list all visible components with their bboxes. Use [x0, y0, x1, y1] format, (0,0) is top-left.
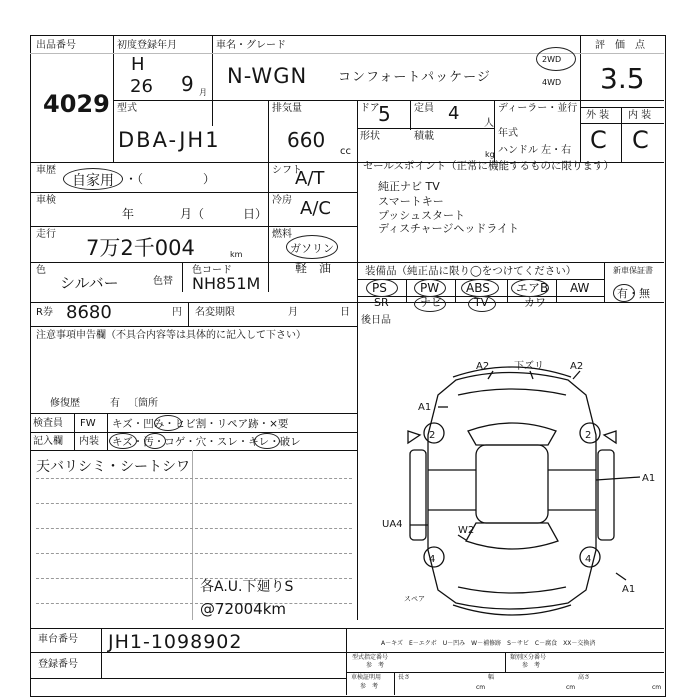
score-int-label: 内 装 [628, 110, 652, 121]
score-int: C [632, 126, 649, 154]
lot-number: 4029 [43, 90, 110, 118]
equipment-sr: SR [374, 296, 389, 309]
diagram-mark-a1-front: A1 [418, 402, 432, 413]
inspector-dent-circle [154, 415, 182, 431]
type-label: 型式 [117, 103, 137, 114]
after-parts-label: 後日品 [361, 315, 391, 326]
inspection-month: 月（ [180, 207, 205, 221]
chassis-value: JH1-1098902 [108, 631, 243, 653]
mileage-unit: km [230, 250, 243, 259]
equipment-pw: PW [420, 281, 440, 295]
fuel-gas: ガソリン [290, 242, 334, 255]
color-label: 色 [36, 265, 46, 276]
recycle-unit: 円 [172, 307, 182, 318]
equipment-abs: ABS [466, 281, 490, 295]
inspector-wear-circle [254, 433, 280, 449]
shape-label: 形状 [360, 131, 380, 142]
equipment-airbag-circle [511, 279, 549, 297]
diagram-spare: スペア [404, 595, 425, 603]
warranty-circle [613, 284, 635, 302]
cert-label: 車検証明用 [351, 674, 382, 681]
handwritten-note-3: @72004km [200, 600, 287, 618]
diagram-mark-2-left: 2 [429, 430, 436, 441]
score-label: 評 価 点 [595, 40, 645, 51]
diagram-mark-4-left: 4 [429, 554, 436, 565]
width-unit: cm [566, 684, 576, 691]
model-grade: コンフォートパッケージ [338, 70, 491, 85]
equipment-airbag: エアB [516, 281, 549, 295]
type-value: DBA-JH1 [118, 128, 221, 152]
name-change-day: 日 [340, 307, 350, 318]
repair-label: 修復歴 [50, 398, 80, 409]
diagram-mark-scrape: 下ズリ [514, 361, 544, 372]
capacity-unit: 人 [484, 118, 494, 129]
inspection-label: 車検 [36, 195, 56, 206]
first-reg-month-unit: 月 [199, 88, 207, 97]
color-value: シルバー [60, 274, 119, 292]
diagram-mark-2-right: 2 [585, 430, 592, 441]
usage-value: 自家用 [72, 173, 114, 189]
equipment-ps-circle [366, 279, 398, 297]
ac-label: 冷房 [272, 195, 292, 206]
recycle-value: 8680 [66, 302, 112, 323]
displacement-label: 排気量 [272, 103, 302, 114]
diagram-mark-4-right: 4 [585, 554, 592, 565]
capacity-value: 4 [448, 103, 460, 124]
displacement-value: 660 [287, 128, 326, 152]
mileage-label: 走行 [36, 229, 56, 240]
diagram-mark-a2-left: A2 [476, 361, 490, 372]
registration-label: 登録番号 [38, 659, 78, 670]
diagram-mark-a2-right: A2 [570, 361, 584, 372]
inspector-scratch-circle [109, 433, 137, 449]
width-label: 幅 [488, 674, 495, 681]
model-label: 車名・グレード [216, 40, 286, 51]
score-ext: C [590, 126, 607, 154]
car-diagram [358, 335, 664, 625]
equipment-ps: PS [372, 281, 387, 295]
color-code: NH851M [192, 274, 261, 293]
diagram-mark-a1-side: A1 [642, 473, 656, 484]
doors-label: ドア [360, 103, 380, 114]
fuel-label: 燃料 [272, 229, 292, 240]
usage-rest: ・（ ） [125, 172, 216, 186]
equipment-tv-circle [468, 296, 496, 312]
inspector-label-2: 記入欄 [33, 436, 63, 447]
sales-point-label: セールスポイント（正常に機能するものに限ります） [363, 160, 615, 172]
recycle-label: R券 [36, 307, 53, 318]
equipment-tv: TV [474, 296, 489, 309]
color-code-label: 色コード [192, 265, 232, 276]
sales-point-item-4: ディスチャージヘッドライト [378, 222, 520, 235]
sales-point-item-3: プッシュスタート [378, 209, 466, 222]
equipment-aw: AW [570, 281, 590, 295]
inspector-row-1: キズ・凹み・ヒビ割・リペア跡・×要 [112, 418, 289, 430]
height-label: 高さ [578, 674, 591, 681]
inspector-row-2: キズ・汚・コゲ・穴・スレ・キレ・破レ [112, 436, 301, 448]
height-unit: cm [652, 684, 662, 691]
doors-value: 5 [378, 102, 391, 126]
sales-point-item-2: スマートキー [378, 195, 444, 208]
warranty-label: 新車保証書 [613, 266, 653, 275]
length-label: 長さ [398, 674, 411, 681]
handwritten-note-1: 天バリシミ・シートシワ [36, 459, 190, 475]
load-unit: kg [485, 150, 495, 159]
inspector-fw: FW [80, 418, 96, 429]
diagram-mark-w2: W2 [458, 525, 475, 536]
sales-point-item-1: 純正ナビ TV [378, 180, 440, 193]
inspector-label-1: 検査員 [33, 418, 63, 429]
diagram-mark-ua4: UA4 [382, 519, 403, 530]
warranty-options: 有・無 [617, 287, 650, 300]
category-ref: 参 考 [522, 662, 541, 669]
score-value: 3.5 [600, 62, 645, 95]
name-change-month: 月 [288, 307, 298, 318]
displacement-unit: cc [340, 146, 351, 157]
fuel-diesel: 軽 油 [295, 261, 332, 275]
lot-label: 出品番号 [36, 40, 76, 51]
equipment-abs-circle [461, 279, 499, 297]
repair-value: 有 [110, 398, 120, 409]
handle-label: ハンドル 左・右 [498, 145, 572, 156]
ac-value: A/C [300, 198, 331, 219]
inspection-year: 年 [122, 207, 135, 221]
inspector-interior: 内装 [79, 436, 99, 447]
inspector-dirt-circle [144, 433, 166, 449]
drive-2wd: 2WD [542, 55, 562, 64]
mileage-value: 7万2千004 [86, 236, 195, 260]
first-reg-era: H [131, 54, 145, 75]
diagram-legend: A－キズ E－エクボ U－凹み W－補修跡 S－サビ C－腐食 XX－交換済 [381, 640, 596, 647]
diagram-mark-a1-rear: A1 [622, 584, 636, 595]
color-change-label: 色替 [153, 276, 173, 287]
model-name: N-WGN [227, 64, 308, 88]
load-label: 積載 [414, 131, 434, 142]
handwritten-note-2: 各A.U.下廻りS [200, 579, 294, 595]
drive-4wd: 4WD [542, 78, 562, 87]
equipment-navi-circle [414, 296, 446, 312]
shift-value: A/T [295, 168, 325, 189]
inspection-day: 日） [243, 207, 268, 221]
type-designation-label: 型式指定番号 [352, 654, 389, 661]
shift-label: シフト [272, 165, 302, 176]
first-reg-label: 初度登録年月 [117, 40, 177, 51]
usage-label: 車歴 [36, 165, 56, 176]
capacity-label: 定員 [414, 103, 434, 114]
first-reg-month: 9 [181, 72, 194, 96]
cert-ref: 参 考 [360, 683, 379, 690]
repair-place: 〔箇所 [128, 398, 158, 409]
score-ext-label: 外 装 [586, 110, 610, 121]
equipment-leather: カワ [524, 296, 546, 309]
equipment-label: 装備品（純正品に限り◯をつけてください） [365, 265, 577, 277]
first-reg-year: 26 [130, 76, 153, 97]
name-change-label: 名変期限 [195, 307, 235, 318]
notes-label: 注意事項申告欄（不具合内容等は具体的に記入して下さい） [36, 330, 306, 341]
dealer-year-label: 年式 [498, 128, 518, 139]
length-unit: cm [476, 684, 486, 691]
type-designation-ref: 参 考 [366, 662, 385, 669]
equipment-navi: ナビ [420, 296, 442, 309]
dealer-label: ディーラー・並行 [498, 103, 578, 114]
equipment-pw-circle [414, 279, 446, 297]
chassis-label: 車台番号 [38, 634, 78, 645]
category-label: 類別区分番号 [510, 654, 547, 661]
